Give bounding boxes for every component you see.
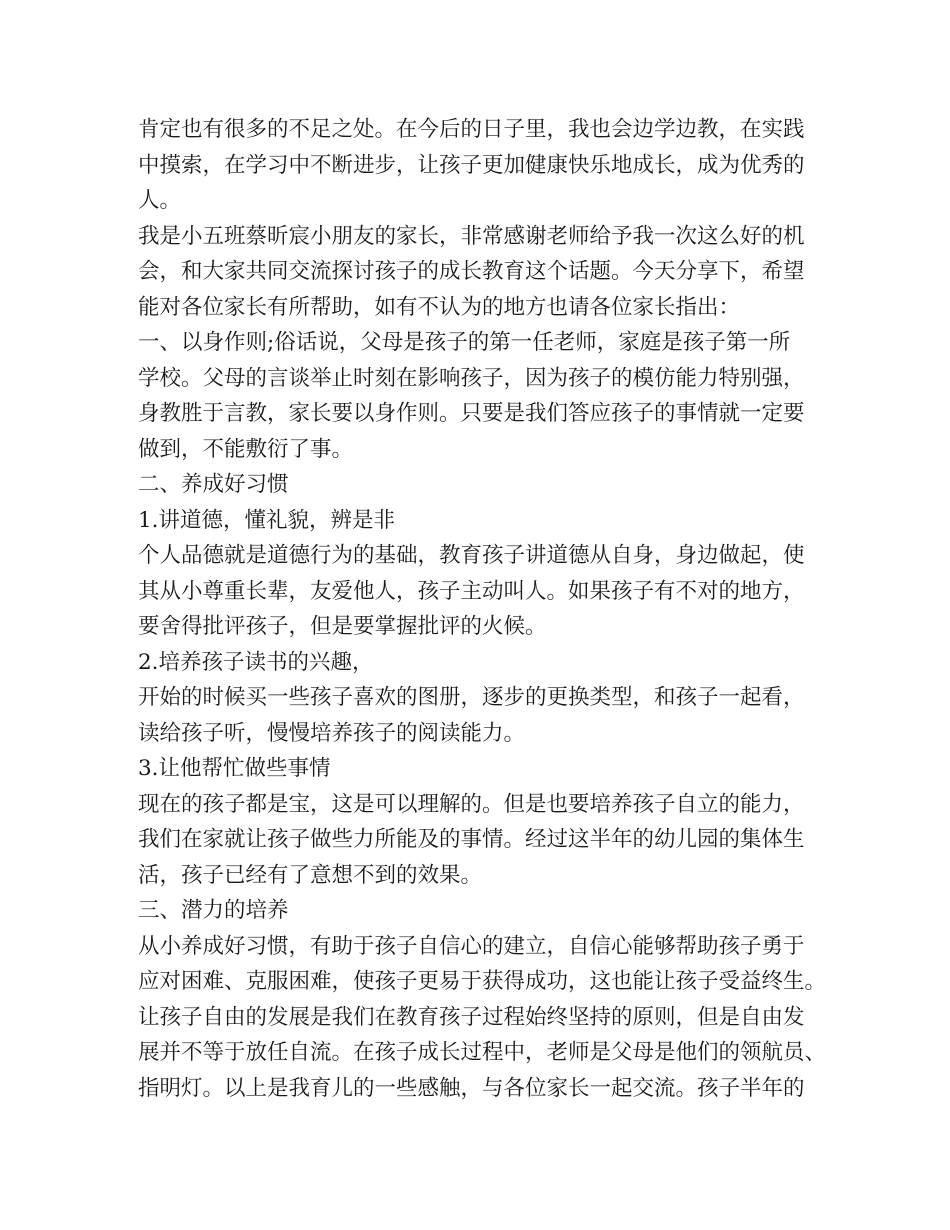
text-line: 个人品德就是道德行为的基础，教育孩子讲道德从自身，身边做起，使 (138, 543, 805, 568)
section-heading: 三、潜力的培养 (138, 898, 289, 923)
subsection-heading: 3.让他帮忙做些事情 (138, 756, 331, 781)
text-line: 应对困难、克服困难，使孩子更易于获得成功，这也能让孩子受益终生。 (138, 969, 827, 994)
text-line: 学校。父母的言谈举止时刻在影响孩子，因为孩子的模仿能力特别强， (138, 365, 805, 391)
text-line: 指明灯。以上是我育儿的一些感触，与各位家长一起交流。孩子半年的 (138, 1075, 805, 1101)
text-line: 让孩子自由的发展是我们在教育孩子过程始终坚持的原则，但是自由发 (138, 1004, 805, 1030)
text-line: 展并不等于放任自流。在孩子成长过程中，老师是父母是他们的领航员、 (138, 1040, 827, 1065)
text-line: 开始的时候买一些孩子喜欢的图册，逐步的更换类型，和孩子一起看， (138, 685, 805, 710)
text-line: 我们在家就让孩子做些力所能及的事情。经过这半年的幼儿园的集体生 (138, 827, 805, 852)
text-line: 做到，不能敷衍了事。 (138, 436, 354, 462)
text-line: 要舍得批评孩子，但是要掌握批评的火候。 (138, 614, 547, 639)
text-line: 读给孩子听，慢慢培养孩子的阅读能力。 (138, 720, 526, 746)
text-line: 现在的孩子都是宝，这是可以理解的。但是也要培养孩子自立的能力， (138, 791, 805, 817)
text-line: 我是小五班蔡昕宸小朋友的家长，非常感谢老师给予我一次这么好的机 (138, 223, 805, 249)
text-line: 其从小尊重长辈，友爱他人，孩子主动叫人。如果孩子有不对的地方， (138, 578, 805, 604)
subsection-heading: 1.讲道德，懂礼貌，辨是非 (138, 507, 396, 533)
text-line: 活，孩子已经有了意想不到的效果。 (138, 862, 483, 888)
text-line: 肯定也有很多的不足之处。在今后的日子里，我也会边学边教，在实践 (138, 117, 805, 142)
text-line: 一、以身作则;俗话说，父母是孩子的第一任老师，家庭是孩子第一所 (138, 330, 791, 355)
text-line: 身教胜于言教，家长要以身作则。只要是我们答应孩子的事情就一定要 (138, 401, 805, 426)
text-line: 人。 (138, 188, 182, 213)
document-body (138, 112, 838, 1106)
section-heading: 二、养成好习惯 (138, 472, 289, 497)
subsection-heading: 2.培养孩子读书的兴趣， (138, 649, 374, 675)
text-line: 会，和大家共同交流探讨孩子的成长教育这个话题。今天分享下，希望 (138, 259, 805, 284)
text-line: 中摸索，在学习中不断进步，让孩子更加健康快乐地成长，成为优秀的 (138, 152, 805, 178)
text-line: 从小养成好习惯，有助于孩子自信心的建立，自信心能够帮助孩子勇于 (138, 933, 805, 959)
text-line: 能对各位家长有所帮助，如有不认为的地方也请各位家长指出： (138, 294, 741, 320)
